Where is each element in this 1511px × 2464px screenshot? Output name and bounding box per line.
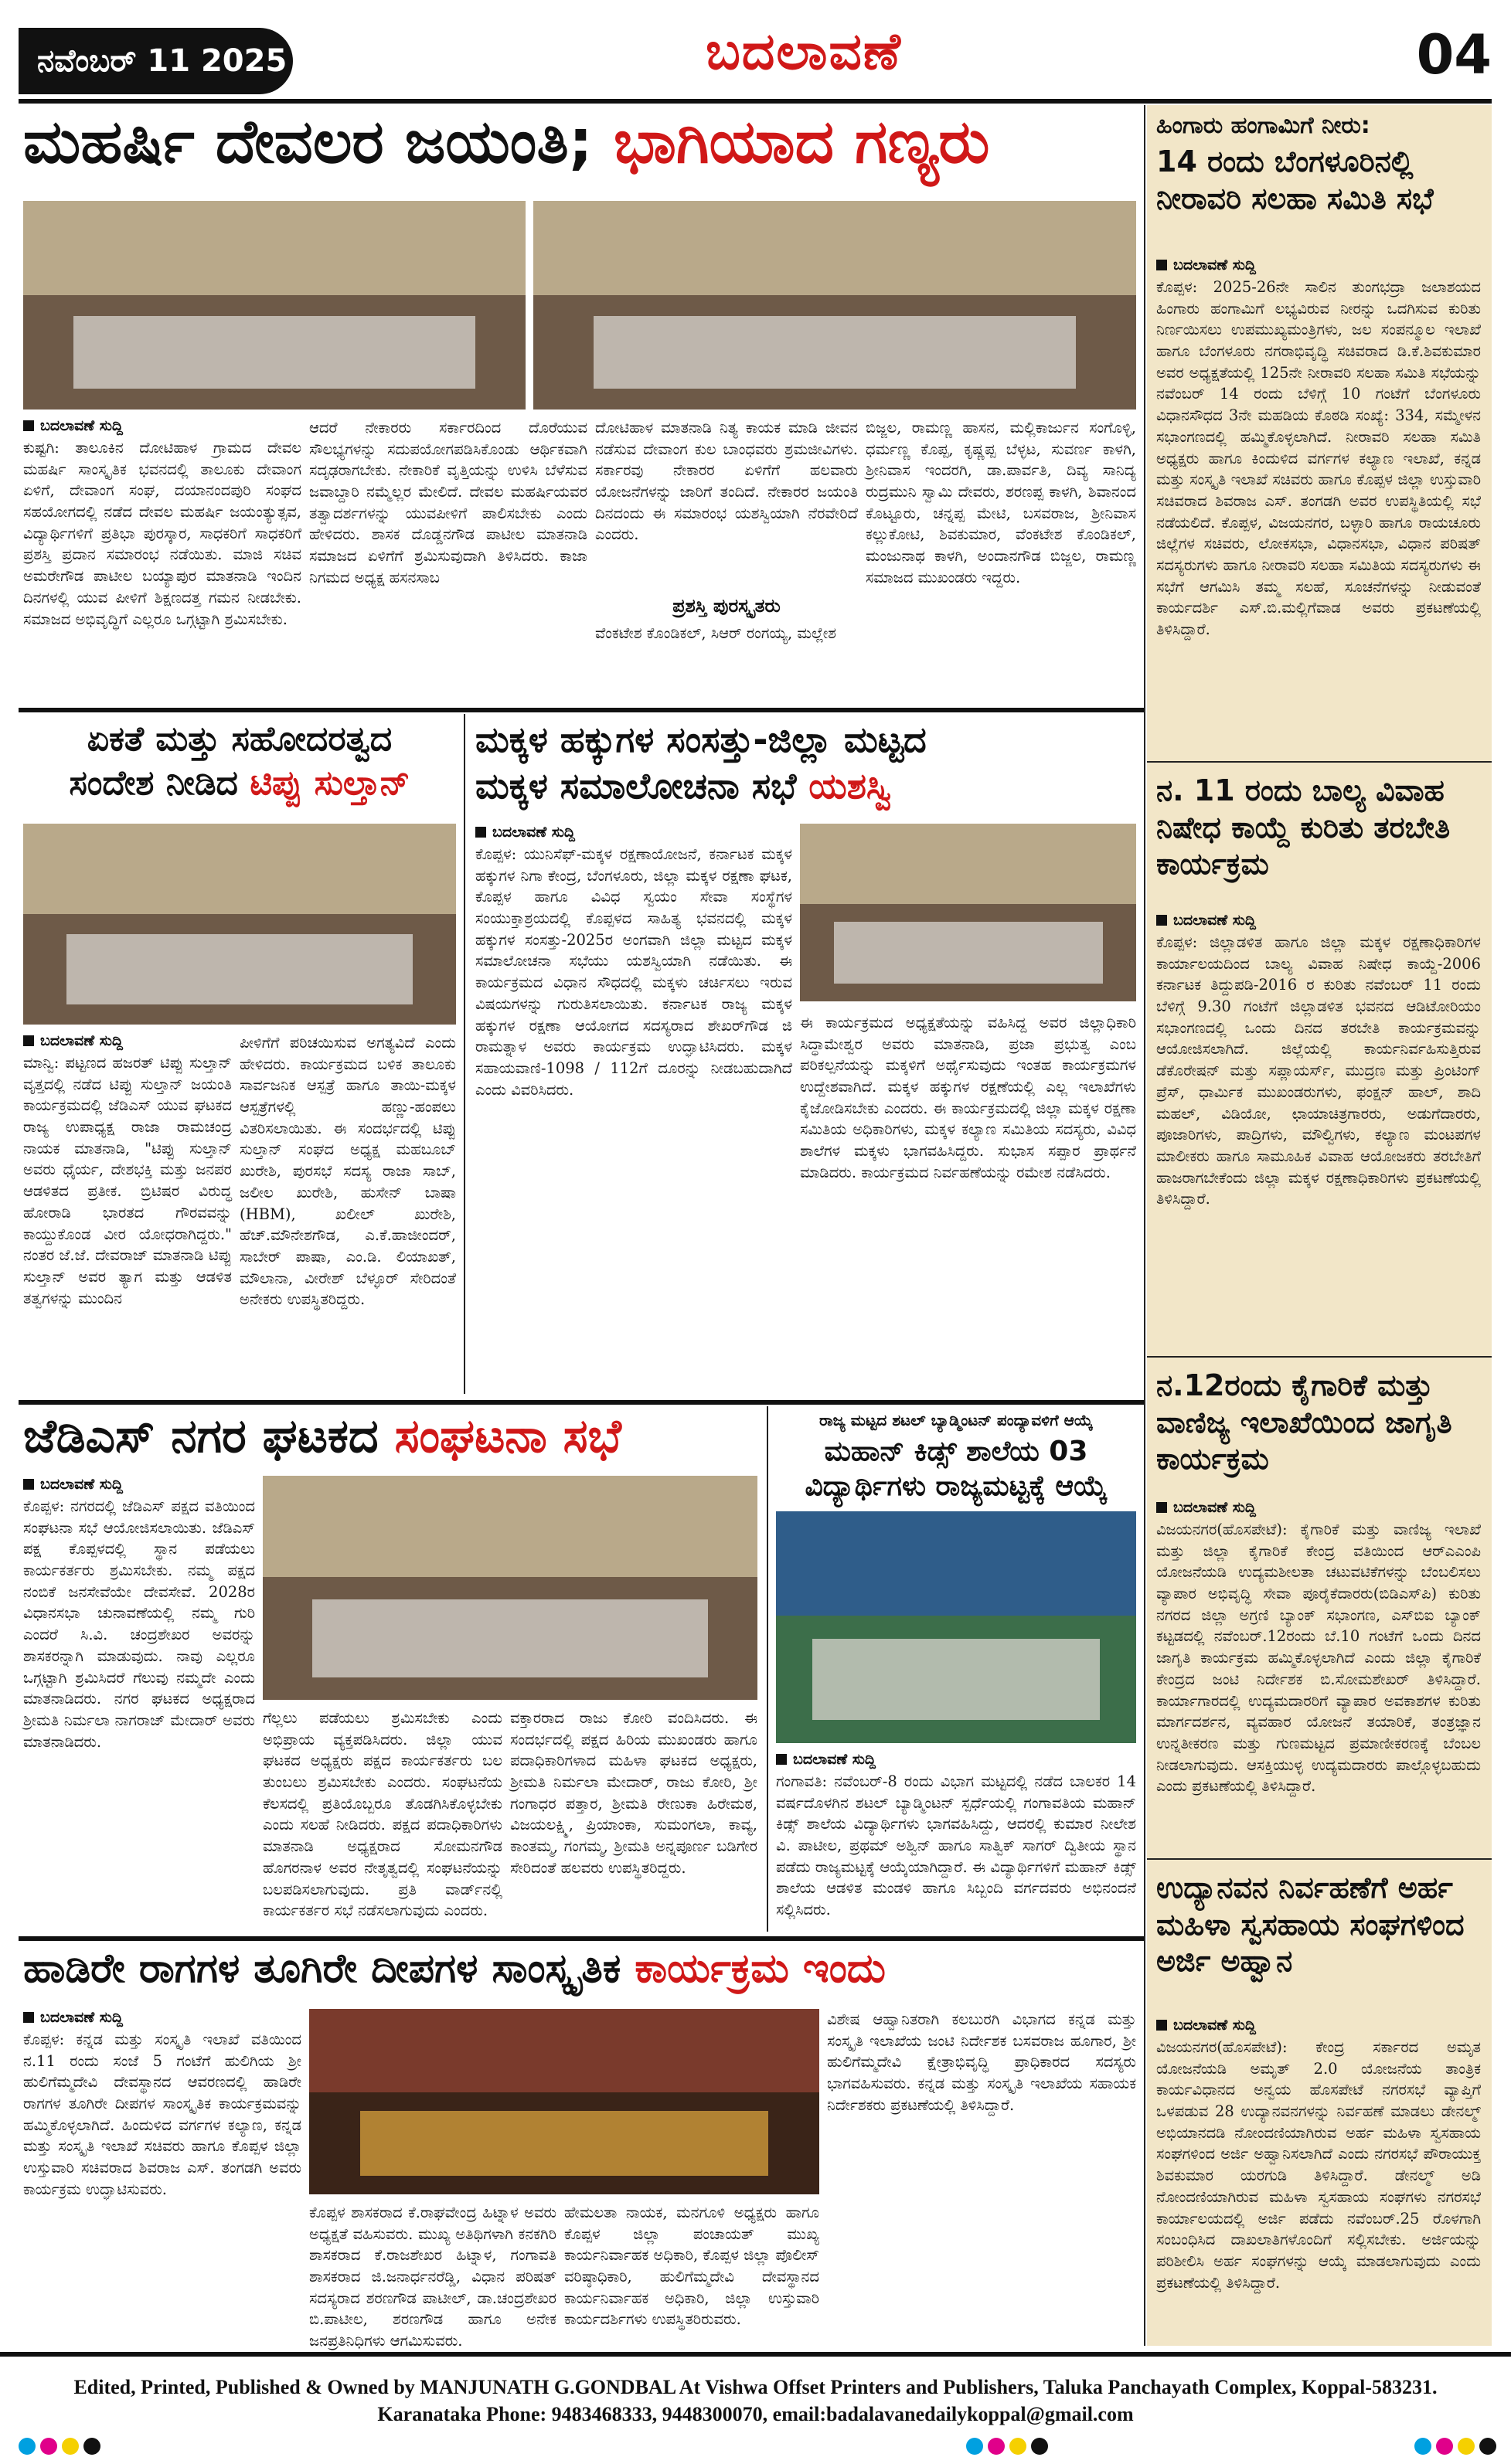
sports-byline: ಬದಲಾವಣೆ ಸುದ್ದಿ <box>776 1751 876 1768</box>
column-divider <box>464 714 465 1394</box>
story1-photo-left <box>23 201 526 410</box>
sidebar1-byline: ಬದಲಾವಣೆ ಸುದ್ದಿ <box>1156 257 1256 274</box>
story5-photo <box>309 2009 819 2194</box>
byline-square-icon <box>23 1035 34 1046</box>
byline-square-icon <box>1156 2020 1167 2031</box>
sidebar2-rule <box>1147 1356 1492 1358</box>
story5-column-1: ಕೊಪ್ಪಳ: ಕನ್ನಡ ಮತ್ತು ಸಂಸ್ಕೃತಿ ಇಲಾಖೆ ವತಿಯಿಂದ ನ.11 ರಂದು ಸಂಜೆ 5 ಗಂಟೆಗೆ ಹುಲಿಗಿಯ ಶ್ರೀ ಹುಲಿಗೆಮ್ಮದೇವಿ ದೇವಸ್ಥಾನದ ಆವರಣದಲ್ಲಿ ಹಾಡಿರೇ ರಾಗಗಳ ತೂಗಿರೇ ದೀಪಗಳ ಸಾಂಸ್ಕೃತಿಕ ಕಾರ್ಯಕ್ರಮವನ್ನು ಹಮ್ಮಿಕೊಳ್ಳಲಾಗಿದೆ. ಹಿಂದುಳಿದ ವರ್ಗಗಳ ಕಲ್ಯಾಣ, ಕನ್ನಡ ಮತ್ತು ಸಂಸ್ಕೃತಿ ಇಲಾಖೆ ಸಚಿವರು ಹಾಗೂ ಕೊಪ್ಪಳ ಜಿಲ್ಲಾ ಉಸ್ತುವಾರಿ ಸಚಿವರಾದ ಶಿವರಾಜ ಎಸ್. ತಂಗಡಗಿ ಅವರು ಕಾರ್ಯಕ್ರಮ ಉದ್ಘಾಟಿಸುವರು. <box>23 2031 301 2198</box>
column-divider <box>767 1406 768 1932</box>
registration-dots-right <box>1414 2438 1496 2455</box>
footer-rule <box>0 2352 1511 2357</box>
story1-column-2: ಆದರೆ ನೇಕಾರರು ಸರ್ಕಾರದಿಂದ ದೊರೆಯುವ ಸೌಲಭ್ಯಗಳನ್ನು ಸದುಪಯೋಗಪಡಿಸಿಕೊಂಡು ಆರ್ಥಿಕವಾಗಿ ಸದೃಢರಾಗಬೇಕು. ನೇಕಾರಿಕೆ ವೃತ್ತಿಯನ್ನು ಉಳಿಸಿ ಬೆಳೆಸುವ ಜವಾಬ್ದಾರಿ ನಮ್ಮೆಲ್ಲರ ಮೇಲಿದೆ. ದೇವಲ ಮಹರ್ಷಿಯವರ ತತ್ವಾದರ್ಶಗಳನ್ನು ಯುವಪೀಳಿಗೆ ಪಾಲಿಸಬೇಕು ಎಂದು ಹೇಳಿದರು. ಶಾಸಕ ದೊಡ್ಡನಗೌಡ ಪಾಟೀಲ ಮಾತನಾಡಿ ಸಮಾಜದ ಏಳಿಗೆಗೆ ಶ್ರಮಿಸುವುದಾಗಿ ತಿಳಿಸಿದರು. ಕಾಜಾ ನಿಗಮದ ಅಧ್ಯಕ್ಷ ಹಸನಸಾಬ <box>309 419 587 586</box>
byline-square-icon <box>23 1479 34 1490</box>
story1-headline-part2: ಭಾಗಿಯಾದ ಗಣ್ಯರು <box>614 107 990 177</box>
byline-square-icon <box>1156 915 1167 926</box>
story1-headline-part1: ಮಹರ್ಷಿ ದೇವಲರ ಜಯಂತಿ; <box>23 107 593 177</box>
sidebar4-body: ವಿಜಯನಗರ(ಹೊಸಪೇಟೆ): ಕೇಂದ್ರ ಸರ್ಕಾರದ ಅಮೃತ ಯೋಜನೆಯಡಿ ಅಮೃತ್ 2.0 ಯೋಜನೆಯ ತಾಂತ್ರಿಕ ಕಾರ್ಯವಿಧಾನದ ಅನ್ವಯ ಹೊಸಪೇಟೆ ನಗರಸಭೆ ವ್ಯಾಪ್ತಿಗೆ ಒಳಪಡುವ 28 ಉದ್ಯಾನವನಗಳನ್ನು ನಿರ್ವಹಣೆ ಮಾಡಲು ಡೇನಲ್ಮ್ ಅಭಿಯಾನದಡಿ ನೋಂದಣಿಯಾಗಿರುವ ಅರ್ಹ ಮಹಿಳಾ ಸ್ವಸಹಾಯ ಸಂಘಗಳಿಂದ ಅರ್ಜಿ ಅಹ್ವಾನಿಸಲಾಗಿದೆ ಎಂದು ನಗರಸಭೆ ಪೌರಾಯುಕ್ತ ಶಿವಕುಮಾರ ಯರಗುಡಿ ತಿಳಿಸಿದ್ದಾರೆ. ಡೇನಲ್ಮ್ ಅಡಿ ನೋಂದಣಿಯಾಗಿರುವ ಮಹಿಳಾ ಸ್ವಸಹಾಯ ಸಂಘಗಳು ನಗರಸಭೆ ಕಾರ್ಯಾಲಯದಲ್ಲಿ ಅರ್ಜಿ ಪಡೆದು ನವೆಂಬರ್.25 ರೊಳಗಾಗಿ ಸಂಬಂಧಿಸಿದ ದಾಖಲಾತಿಗಳೊಂದಿಗೆ ಸಲ್ಲಿಸಬೇಕು. ಅರ್ಜಿಯನ್ನು ಪರಿಶೀಲಿಸಿ ಅರ್ಹ ಸಂಘಗಳನ್ನು ಆಯ್ಕೆ ಮಾಡಲಾಗುವುದು ಎಂದು ಪ್ರಕಟಣೆಯಲ್ಲಿ ತಿಳಿಸಿದ್ದಾರೆ. <box>1156 2038 1481 2292</box>
story1-column-1: ಕುಷ್ಟಗಿ: ತಾಲೂಕಿನ ದೋಟಿಹಾಳ ಗ್ರಾಮದ ದೇವಲ ಮಹರ್ಷಿ ಸಾಂಸ್ಕೃತಿಕ ಭವನದಲ್ಲಿ ತಾಲೂಕು ದೇವಾಂಗ ಏಳಿಗೆ, ದೇವಾಂಗ ಸಂಘ, ದಯಾನಂದಪುರಿ ಸಂಘದ ಸಹಯೋಗದಲ್ಲಿ ನಡೆದ ದೇವಲ ಮಹರ್ಷಿ ಜಯಂತ್ಯುತ್ಸವ, ವಿದ್ಯಾರ್ಥಿಗಳಿಗೆ ಪ್ರತಿಭಾ ಪುರಸ್ಕಾರ, ಸಾಧಕರಿಗೆ ಸಾಧಕರಿಗೆ ಪ್ರಶಸ್ತಿ ಪ್ರದಾನ ಸಮಾರಂಭ ನಡೆಯಿತು. ಮಾಜಿ ಸಚಿವ ಅಮರೇಗೌಡ ಪಾಟೀಲ ಬಯ್ಯಾಪುರ ಮಾತನಾಡಿ ಇಂದಿನ ದಿನಗಳಲ್ಲಿ ಯುವ ಪೀಳಿಗೆ ಶಿಕ್ಷಣದತ್ತ ಗಮನ ನೀಡಬೇಕು. ಸಮಾಜದ ಅಭಿವೃದ್ಧಿಗೆ ಎಲ್ಲರೂ ಒಗ್ಗಟ್ಟಾಗಿ ಶ್ರಮಿಸಬೇಕು. <box>23 439 301 628</box>
story3-headline: ಮಕ್ಕಳ ಹಕ್ಕುಗಳ ಸಂಸತ್ತು-ಜಿಲ್ಲಾ ಮಟ್ಟದ ಮಕ್ಕಳ ಸಮಾಲೋಚನಾ ಸಭೆ ಯಶಸ್ವಿ <box>475 719 927 807</box>
byline-square-icon <box>475 827 486 838</box>
story1-column-3-tail: ವೆಂಕಟೇಶ ಕೊಂಡಿಕಲ್, ಸಿಆರ್ ರಂಗಯ್ಯ, ಮಲ್ಲೇಶ <box>595 624 836 642</box>
sidebar3-body: ವಿಜಯನಗರ(ಹೊಸಪೇಟೆ): ಕೈಗಾರಿಕೆ ಮತ್ತು ವಾಣಿಜ್ಯ ಇಲಾಖೆ ಮತ್ತು ಜಿಲ್ಲಾ ಕೈಗಾರಿಕೆ ಕೇಂದ್ರ ವತಿಯಿಂದ ಆರ್‌ಎಎಂಪಿ ಯೋಜನೆಯಡಿ ಉದ್ಯಮಶೀಲತಾ ಚಟುವಟಿಕೆಗಳನ್ನು ಬೆಂಬಲಿಸಲು ವ್ಯಾಪಾರ ಅಭಿವೃದ್ಧಿ ಸೇವಾ ಪೂರೈಕೆದಾರರು(ಬಿಡಿಎಸ್‌ಪಿ) ಕುರಿತು ನಗರದ ಜಿಲ್ಲಾ ಅಗ್ರಣಿ ಬ್ಯಾಂಕ್ ಸಭಾಂಗಣ, ಎಸ್‌ಬಿಐ ಬ್ಯಾಂಕ್ ಕಟ್ಟಡದಲ್ಲಿ ನವೆಂಬರ್.12ರಂದು ಬೆ.10 ಗಂಟೆಗೆ ಒಂದು ದಿನದ ಜಾಗೃತಿ ಕಾರ್ಯಕ್ರಮ ಹಮ್ಮಿಕೊಳ್ಳಲಾಗಿದೆ ಎಂದು ಜಿಲ್ಲಾ ಕೈಗಾರಿಕೆ ಕೇಂದ್ರದ ಜಂಟಿ ನಿರ್ದೇಶಕ ಬಿ.ಸೋಮಶೇಖರ್ ತಿಳಿಸಿದ್ದಾರೆ. ಕಾರ್ಯಾಗಾರದಲ್ಲಿ ಉದ್ಯಮದಾರರಿಗೆ ವ್ಯಾಪಾರ ಅವಕಾಶಗಳ ಕುರಿತು ಮಾರ್ಗದರ್ಶನ, ವ್ಯವಹಾರ ಯೋಜನೆ ತಯಾರಿಕೆ, ತಂತ್ರಜ್ಞಾನ ಉನ್ನತೀಕರಣ ಮತ್ತು ಗುಣಮಟ್ಟದ ಪ್ರಮಾಣೀಕರಣಕ್ಕೆ ಬೆಂಬಲ ನೀಡಲಾಗುವುದು. ಆಸಕ್ತಿಯುಳ್ಳ ಉದ್ಯಮದಾರರು ಪಾಲ್ಗೊಳ್ಳಬಹುದು ಎಂದು ಪ್ರಕಟಣೆಯಲ್ಲಿ ತಿಳಿಸಿದ್ದಾರೆ. <box>1156 1521 1481 1796</box>
story5-byline: ಬದಲಾವಣೆ ಸುದ್ದಿ <box>23 2009 123 2026</box>
section-rule-3 <box>19 1936 1144 1941</box>
sidebar3-byline: ಬದಲಾವಣೆ ಸುದ್ದಿ <box>1156 1499 1256 1516</box>
section-rule-2 <box>19 1400 1144 1405</box>
story4-column-2: ಗೆಲ್ಲಲು ಪಡೆಯಲು ಶ್ರಮಿಸಬೇಕು ಎಂದು ಅಭಿಪ್ರಾಯ ವ್ಯಕ್ತಪಡಿಸಿದರು. ಜಿಲ್ಲಾ ಯುವ ಘಟಕದ ಅಧ್ಯಕ್ಷರು ಪಕ್ಷದ ಕಾರ್ಯಕರ್ತರು ಬಲ ತುಂಬಲು ಶ್ರಮಿಸಬೇಕು ಎಂದರು. ಸಂಘಟನೆಯ ಕೆಲಸದಲ್ಲಿ ಪ್ರತಿಯೊಬ್ಬರೂ ತೊಡಗಿಸಿಕೊಳ್ಳಬೇಕು ಎಂದು ಸಲಹೆ ನೀಡಿದರು. ಪಕ್ಷದ ಪದಾಧಿಕಾರಿಗಳು ಮಾತನಾಡಿ ಅಧ್ಯಕ್ಷರಾದ ಸೋಮನಗೌಡ ಹೊಗರನಾಳ ಅವರ ನೇತೃತ್ವದಲ್ಲಿ ಸಂಘಟನೆಯನ್ನು ಬಲಪಡಿಸಲಾಗುವುದು. ಪ್ರತಿ ವಾರ್ಡ್‌ನಲ್ಲಿ ಕಾರ್ಯಕರ್ತರ ಸಭೆ ನಡೆಸಲಾಗುವುದು ಎಂದರು. <box>263 1709 502 1920</box>
byline-square-icon <box>23 420 34 431</box>
byline-square-icon <box>1156 1502 1167 1513</box>
sports-body: ಗಂಗಾವತಿ: ನವೆಂಬರ್-8 ರಂದು ವಿಭಾಗ ಮಟ್ಟದಲ್ಲಿ ನಡೆದ ಬಾಲಕರ 14 ವರ್ಷದೊಳಗಿನ ಶಟಲ್ ಬ್ಯಾಡ್ಮಿಂಟನ್ ಸ್ಪರ್ಧೆಯಲ್ಲಿ ಗಂಗಾವತಿಯ ಮಹಾನ್ ಕಿಡ್ಸ್ ಶಾಲೆಯ ವಿದ್ಯಾರ್ಥಿಗಳು ಭಾಗವಹಿಸಿದ್ದು, ಆದರಲ್ಲಿ ಕುಮಾರ ನೀಲೇಶ ವಿ. ಪಾಟೀಲ, ಪ್ರಥಮ್ ಅಶ್ವಿನ್ ಹಾಗೂ ಸಾತ್ವಿಕ್ ಸಾಗರ್ ದ್ವಿತೀಯ ಸ್ಥಾನ ಪಡೆದು ರಾಜ್ಯಮಟ್ಟಕ್ಕೆ ಆಯ್ಕೆಯಾಗಿದ್ದಾರೆ. ಈ ವಿದ್ಯಾರ್ಥಿಗಳಿಗೆ ಮಹಾನ್ ಕಿಡ್ಸ್ ಶಾಲೆಯ ಆಡಳಿತ ಮಂಡಳಿ ಹಾಗೂ ಸಿಬ್ಬಂದಿ ವರ್ಗದವರು ಅಭಿನಂದನೆ ಸಲ್ಲಿಸಿದರು. <box>776 1772 1136 1919</box>
sidebar1-headline: 14 ರಂದು ಬೆಂಗಳೂರಿನಲ್ಲಿ ನೀರಾವರಿ ಸಲಹಾ ಸಮಿತಿ ಸಭೆ <box>1156 144 1434 216</box>
sidebar2-byline: ಬದಲಾವಣೆ ಸುದ್ದಿ <box>1156 912 1256 929</box>
story3-byline: ಬದಲಾವಣೆ ಸುದ್ದಿ <box>475 824 575 841</box>
story4-column-3: ವಕ್ತಾರರಾದ ರಾಜು ಕೋರಿ ವಂದಿಸಿದರು. ಈ ಸಂದರ್ಭದಲ್ಲಿ ಪಕ್ಷದ ಹಿರಿಯ ಮುಖಂಡರು ಹಾಗೂ ಪದಾಧಿಕಾರಿಗಳಾದ ಮಹಿಳಾ ಘಟಕದ ಅಧ್ಯಕ್ಷರು, ಶ್ರೀಮತಿ ನಿರ್ಮಲಾ ಮೇದಾರ್, ರಾಜು ಕೋರಿ, ಶ್ರೀ ಗಂಗಾಧರ ಪತ್ತಾರ, ಶ್ರೀಮತಿ ರೇಣುಕಾ ಹಿರೇಮಠ, ವಿಜಯಲಕ್ಷ್ಮಿ, ಪ್ರಿಯಾಂಕಾ, ಸುಮಂಗಲಾ, ಕಾವ್ಯ, ಕಾಂತಮ್ಮ, ಗಂಗಮ್ಮ, ಶ್ರೀಮತಿ ಅನ್ನಪೂರ್ಣ ಬಡಿಗೇರ ಸೇರಿದಂತೆ ಹಲವರು ಉಪಸ್ಥಿತರಿದ್ದರು. <box>510 1709 757 1877</box>
imprint-footer <box>0 2363 1511 2464</box>
story4-photo <box>263 1476 757 1700</box>
story4-column-1: ಕೊಪ್ಪಳ: ನಗರದಲ್ಲಿ ಜೆಡಿಎಸ್ ಪಕ್ಷದ ವತಿಯಿಂದ ಸಂಘಟನಾ ಸಭೆ ಆಯೋಜಿಸಲಾಯಿತು. ಜೆಡಿಎಸ್ ಪಕ್ಷ ಕೊಪ್ಪಳದಲ್ಲಿ ಸ್ಥಾನ ಪಡೆಯಲು ಕಾರ್ಯಕರ್ತರು ಶ್ರಮಿಸಬೇಕು. ನಮ್ಮ ಪಕ್ಷದ ನಂಬಿಕೆ ಜನಸೇವೆಯೇ ದೇವಸೇವೆ. 2028ರ ವಿಧಾನಸಭಾ ಚುನಾವಣೆಯಲ್ಲಿ ನಮ್ಮ ಗುರಿ ಎಂದರೆ ಸಿ.ವಿ. ಚಂದ್ರಶೇಖರ ಅವರನ್ನು ಶಾಸಕರನ್ನಾಗಿ ಮಾಡುವುದು. ನಾವು ಎಲ್ಲರೂ ಒಗ್ಗಟ್ಟಾಗಿ ಶ್ರಮಿಸಿದರೆ ಗೆಲುವು ನಮ್ಮದೇ ಎಂದು ಮಾತನಾಡಿದರು. ನಗರ ಘಟಕದ ಅಧ್ಯಕ್ಷರಾದ ಶ್ರೀಮತಿ ನಿರ್ಮಲಾ ನಾಗರಾಜ್ ಮೇದಾರ್ ಅವರು ಮಾತನಾಡಿದರು. <box>23 1497 255 1751</box>
sidebar-divider <box>1144 105 1145 2346</box>
imprint-line-2: Karanataka Phone: 9483468333, 9448300070, email:badalavanedailykoppal@gmail.com <box>377 2403 1134 2426</box>
story2-byline: ಬದಲಾವಣೆ ಸುದ್ದಿ <box>23 1032 123 1049</box>
sports-photo <box>776 1511 1136 1743</box>
sidebar4-byline: ಬದಲಾವಣೆ ಸುದ್ದಿ <box>1156 2017 1256 2034</box>
issue-date: ನವೆಂಬರ್ 11 2025 <box>19 28 293 94</box>
story2-photo <box>23 824 456 1025</box>
newspaper-logo: ಬದಲಾವಣೆ <box>706 22 902 81</box>
sidebar3-rule <box>1147 1858 1492 1860</box>
story1-column-4: ಬಿಜ್ಜಲ, ರಾಮಣ್ಣ ಹಾಸನ, ಮಲ್ಲಿಕಾರ್ಜುನ ಸಂಗೊಳ್ಳಿ, ಧರ್ಮಣ್ಣ ಕೊಪ್ಪ, ಕೃಷ್ಣಪ್ಪ ಬೆಳ್ಳಟ, ಸುವರ್ಣ ಕಾಳಗಿ, ಶ್ರೀನಿವಾಸ ಇಂದರಗಿ, ಡಾ.ಪಾರ್ವತಿ, ದಿವ್ಯ ಸಾನಿದ್ಯ ರುದ್ರಮುನಿ ಸ್ವಾಮಿ ದೇವರು, ಶರಣಪ್ಪ ಕಾಳಗಿ, ಶಿವಾನಂದ ಕೊಟ್ಟೂರು, ಚನ್ನಪ್ಪ ಮೇಟಿ, ಬಸವರಾಜ, ಶ್ರೀನಿವಾಸ ಕಲ್ಲುಕೋಟಿ, ಶಿವಕುಮಾರ, ವೆಂಕಟೇಶ ಕೊಂಡಿಕಲ್, ಮಂಜುನಾಥ ಕಾಳಗಿ, ಅಂದಾನಗೌಡ ಬಿಜ್ಜಲ, ರಾಮಣ್ಣ ಸಮಾಜದ ಮುಖಂಡರು ಇದ್ದರು. <box>866 419 1136 586</box>
story1-photo-right <box>533 201 1136 410</box>
story4-headline: ಜೆಡಿಎಸ್ ನಗರ ಘಟಕದ ಸಂಘಟನಾ ಸಭೆ <box>23 1409 621 1463</box>
sidebar1-rule <box>1147 761 1492 763</box>
byline-square-icon <box>776 1754 787 1765</box>
story5-column-2: ಕೊಪ್ಪಳ ಶಾಸಕರಾದ ಕೆ.ರಾಘವೇಂದ್ರ ಹಿಟ್ನಾಳ ಅವರು ಅಧ್ಯಕ್ಷತೆ ವಹಿಸುವರು. ಮುಖ್ಯ ಅತಿಥಿಗಳಾಗಿ ಕನಕಗಿರಿ ಶಾಸಕರಾದ ಕೆ.ರಾಜಶೇಖರ ಹಿಟ್ನಾಳ, ಗಂಗಾವತಿ ಶಾಸಕರಾದ ಜಿ.ಜನಾರ್ಧನರೆಡ್ಡಿ, ವಿಧಾನ ಪರಿಷತ್ ಸದಸ್ಯರಾದ ಶರಣಗೌಡ ಪಾಟೀಲ್, ಡಾ.ಚಂದ್ರಶೇಖರ ಬಿ.ಪಾಟೀಲ, ಶರಣಗೌಡ ಹಾಗೂ ಅನೇಕ ಜನಪ್ರತಿನಿಧಿಗಳು ಆಗಮಿಸುವರು. <box>309 2204 556 2350</box>
story3-column-2: ಈ ಕಾರ್ಯಕ್ರಮದ ಅಧ್ಯಕ್ಷತೆಯನ್ನು ವಹಿಸಿದ್ದ ಅವರ ಜಿಲ್ಲಾಧಿಕಾರಿ ಸಿದ್ಧಾಮೇಶ್ವರ ಅವರು ಮಾತನಾಡಿ, ಪ್ರಜಾ ಪ್ರಭುತ್ವ ಎಂಬ ಪರಿಕಲ್ಪನೆಯನ್ನು ಮಕ್ಕಳಿಗೆ ಅರ್ಥೈಸುವುದು ಇಂತಹ ಕಾರ್ಯಕ್ರಮಗಳ ಉದ್ದೇಶವಾಗಿದೆ. ಮಕ್ಕಳ ಹಕ್ಕುಗಳ ರಕ್ಷಣೆಯಲ್ಲಿ ಎಲ್ಲ ಇಲಾಖೆಗಳು ಕೈಜೋಡಿಸಬೇಕು ಎಂದರು. ಈ ಕಾರ್ಯಕ್ರಮದಲ್ಲಿ ಜಿಲ್ಲಾ ಮಕ್ಕಳ ರಕ್ಷಣಾ ಸಮಿತಿಯ ಅಧಿಕಾರಿಗಳು, ಮಕ್ಕಳ ಕಲ್ಯಾಣ ಸಮಿತಿಯ ಸದಸ್ಯರು, ವಿವಿಧ ಶಾಲೆಗಳ ಮಕ್ಕಳು ಭಾಗವಹಿಸಿದ್ದರು. ಸುಭಾಸ ಸಪ್ಪಾರ ಪ್ರಾರ್ಥನೆ ಮಾಡಿದರು. ಕಾರ್ಯಕ್ರಮದ ನಿರ್ವಹಣೆಯನ್ನು ರಮೇಶ ನಡೆಸಿದರು. <box>800 1014 1136 1181</box>
story5-column-4: ವಿಶೇಷ ಆಹ್ವಾನಿತರಾಗಿ ಕಲಬುರಗಿ ವಿಭಾಗದ ಕನ್ನಡ ಮತ್ತು ಸಂಸ್ಕೃತಿ ಇಲಾಖೆಯ ಜಂಟಿ ನಿರ್ದೇಶಕ ಬಸವರಾಜ ಹೂಗಾರ, ಶ್ರೀ ಹುಲಿಗೆಮ್ಮದೇವಿ ಕ್ಷೇತ್ರಾಭಿವೃದ್ಧಿ ಪ್ರಾಧಿಕಾರದ ಸದಸ್ಯರು ಭಾಗವಹಿಸುವರು. ಕನ್ನಡ ಮತ್ತು ಸಂಸ್ಕೃತಿ ಇಲಾಖೆಯ ಸಹಾಯಕ ನಿರ್ದೇಶಕರು ಪ್ರಕಟಣೆಯಲ್ಲಿ ತಿಳಿಸಿದ್ದಾರೆ. <box>827 2010 1136 2114</box>
sidebar2-headline: ನ. 11 ರಂದು ಬಾಲ್ಯ ವಿವಾಹ ನಿಷೇಧ ಕಾಯ್ದೆ ಕುರಿತು ತರಬೇತಿ ಕಾರ್ಯಕ್ರಮ <box>1156 773 1451 881</box>
story1-column-3: ದೋಟಿಹಾಳ ಮಾತನಾಡಿ ನಿತ್ಯ ಕಾಯಕ ಮಾಡಿ ಜೀವನ ನಡೆಸುವ ದೇವಾಂಗ ಕುಲ ಬಾಂಧವರು ಶ್ರಮಜೀವಿಗಳು. ಸರ್ಕಾರವು ನೇಕಾರರ ಏಳಿಗೆಗೆ ಹಲವಾರು ಯೋಜನೆಗಳನ್ನು ಜಾರಿಗೆ ತಂದಿದೆ. ನೇಕಾರರ ಜಯಂತಿ ದಿನದಂದು ಈ ಸಮಾರಂಭ ಯಶಸ್ವಿಯಾಗಿ ನೆರವೇರಿದೆ ಎಂದರು. <box>595 419 858 544</box>
story3-column-1: ಕೊಪ್ಪಳ: ಯುನಿಸೆಫ್-ಮಕ್ಕಳ ರಕ್ಷಣಾಯೋಜನೆ, ಕರ್ನಾಟಕ ಮಕ್ಕಳ ಹಕ್ಕುಗಳ ನಿಗಾ ಕೇಂದ್ರ, ಬೆಂಗಳೂರು, ಜಿಲ್ಲಾ ಮಕ್ಕಳ ರಕ್ಷಣಾ ಘಟಕ, ಕೊಪ್ಪಳ ಹಾಗೂ ವಿವಿಧ ಸ್ವಯಂ ಸೇವಾ ಸಂಸ್ಥೆಗಳ ಸಂಯುಕ್ತಾಶ್ರಯದಲ್ಲಿ ಕೊಪ್ಪಳದ ಸಾಹಿತ್ಯ ಭವನದಲ್ಲಿ ಮಕ್ಕಳ ಹಕ್ಕುಗಳ ಸಂಸತ್ತು-2025ರ ಅಂಗವಾಗಿ ಜಿಲ್ಲಾ ಮಟ್ಟದ ಮಕ್ಕಳ ಸಮಾಲೋಚನಾ ಸಭೆಯು ಯಶಸ್ವಿಯಾಗಿ ನಡೆಯಿತು. ಈ ಕಾರ್ಯಕ್ರಮದ ವಿಧಾನ ಸೌಧದಲ್ಲಿ ಮಕ್ಕಳು ಚರ್ಚಿಸಲು ಇರುವ ವಿಷಯಗಳನ್ನು ಗುರುತಿಸಲಾಯಿತು. ಕರ್ನಾಟಕ ರಾಜ್ಯ ಮಕ್ಕಳ ಹಕ್ಕುಗಳ ರಕ್ಷಣಾ ಆಯೋಗದ ಸದಸ್ಯರಾದ ಶೇಖರ್‌ಗೌಡ ಜಿ ರಾಮತ್ನಾಳ ಅವರು ಕಾರ್ಯಕ್ರಮ ಉದ್ಘಾಟಿಸಿದರು. ಮಕ್ಕಳ ಸಹಾಯವಾಣಿ-1098 / 112ಗೆ ದೂರನ್ನು ನೀಡಬಹುದಾಗಿದೆ ಎಂದು ವಿವರಿಸಿದರು. <box>475 845 792 1099</box>
registration-dots-left <box>19 2438 100 2455</box>
byline-square-icon <box>1156 260 1167 270</box>
sidebar1-kicker: ಹಿಂಗಾರು ಹಂಗಾಮಿಗೆ ನೀರು: <box>1156 112 1370 139</box>
section-rule-1 <box>19 708 1144 712</box>
awards-subheading: ಪ್ರಶಸ್ತಿ ಪುರಸ್ಕೃತರು <box>672 595 781 617</box>
sidebar2-body: ಕೊಪ್ಪಳ: ಜಿಲ್ಲಾಡಳಿತ ಹಾಗೂ ಜಿಲ್ಲಾ ಮಕ್ಕಳ ರಕ್ಷಣಾಧಿಕಾರಿಗಳ ಕಾರ್ಯಾಲಯದಿಂದ ಬಾಲ್ಯ ವಿವಾಹ ನಿಷೇಧ ಕಾಯ್ದೆ-2006 ಕರ್ನಾಟಕ ತಿದ್ದುಪಡಿ-2016 ರ ಕುರಿತು ನವೆಂಬರ್ 11 ರಂದು ಬೆಳಿಗ್ಗೆ 9.30 ಗಂಟೆಗೆ ಜಿಲ್ಲಾಡಳಿತ ಭವನದ ಆಡಿಟೋರಿಯಂ ಸಭಾಂಗಣದಲ್ಲಿ ಒಂದು ದಿನದ ತರಬೇತಿ ಕಾರ್ಯಕ್ರಮವನ್ನು ಆಯೋಜಿಸಲಾಗಿದೆ. ಜಿಲ್ಲೆಯಲ್ಲಿ ಕಾರ್ಯನಿರ್ವಹಿಸುತ್ತಿರುವ ಡೆಕೊರೇಷನ್ ಮತ್ತು ಸಪ್ಲಾಯರ್ಸ್, ಮುದ್ರಣ ಮತ್ತು ಪ್ರಿಂಟಿಂಗ್ ಪ್ರೆಸ್, ಧಾರ್ಮಿಕ ಮುಖಂಡರುಗಳು, ಫಂಕ್ಷನ್ ಹಾಲ್, ಶಾದಿ ಮಹಲ್, ವಿಡಿಯೋ, ಛಾಯಾಚಿತ್ರಗಾರರು, ಅಡುಗೆದಾರರು, ಪೂಜಾರಿಗಳು, ಪಾದ್ರಿಗಳು, ಮೌಲ್ವಿಗಳು, ಕಲ್ಯಾಣ ಮಂಟಪಗಳ ಮಾಲೀಕರು ಹಾಗೂ ಸಾಮೂಹಿಕ ವಿವಾಹ ಆಯೋಜಕರು ತರಬೇತಿಗೆ ಹಾಜರಾಗಬೇಕೆಂದು ಜಿಲ್ಲಾ ಮಕ್ಕಳ ರಕ್ಷಣಾಧಿಕಾರಿಗಳು ಪ್ರಕಟಣೆಯಲ್ಲಿ ತಿಳಿಸಿದ್ದಾರೆ. <box>1156 933 1481 1208</box>
sidebar4-headline: ಉದ್ಯಾನವನ ನಿರ್ವಹಣೆಗೆ ಅರ್ಹ ಮಹಿಳಾ ಸ್ವಸಹಾಯ ಸಂಘಗಳಿಂದ ಅರ್ಜಿ ಅಹ್ವಾನ <box>1156 1871 1465 1978</box>
sidebar3-headline: ನ.12ರಂದು ಕೈಗಾರಿಕೆ ಮತ್ತು ವಾಣಿಜ್ಯ ಇಲಾಖೆಯಿಂದ ಜಾಗೃತಿ ಕಾರ್ಯಕ್ರಮ <box>1156 1368 1452 1476</box>
story1-headline <box>23 107 1136 195</box>
story2-headline: ಏಕತೆ ಮತ್ತು ಸಹೋದರತ್ವದ ಸಂದೇಶ ನೀಡಿದ ಟಿಪ್ಪು ಸುಲ್ತಾನ್ <box>69 719 410 804</box>
story5-column-3: ಹೇಮಲತಾ ನಾಯಕ, ಮನಗೂಳಿ ಅಧ್ಯಕ್ಷರು ಹಾಗೂ ಕೊಪ್ಪಳ ಜಿಲ್ಲಾ ಪಂಚಾಯತ್ ಮುಖ್ಯ ಕಾರ್ಯನಿರ್ವಾಹಕ ಅಧಿಕಾರಿ, ಕೊಪ್ಪಳ ಜಿಲ್ಲಾ ಪೊಲೀಸ್ ವರಿಷ್ಠಾಧಿಕಾರಿ, ಹುಲಿಗೆಮ್ಮದೇವಿ ದೇವಸ್ಥಾನದ ಕಾರ್ಯನಿರ್ವಾಹಕ ಅಧಿಕಾರಿ, ಜಿಲ್ಲಾ ಉಸ್ತುವಾರಿ ಕಾರ್ಯದರ್ಶಿಗಳು ಉಪಸ್ಥಿತರಿರುವರು. <box>564 2204 819 2329</box>
story1-byline: ಬದಲಾವಣೆ ಸುದ್ದಿ <box>23 417 123 434</box>
story3-photo <box>800 824 1136 1001</box>
sidebar1-body: ಕೊಪ್ಪಳ: 2025-26ನೇ ಸಾಲಿನ ತುಂಗಭದ್ರಾ ಜಲಾಶಯದ ಹಿಂಗಾರು ಹಂಗಾಮಿಗೆ ಲಭ್ಯವಿರುವ ನೀರನ್ನು ಒದಗಿಸುವ ಕುರಿತು ನಿರ್ಣಯಿಸಲು ಉಪಮುಖ್ಯಮಂತ್ರಿಗಳು, ಜಲ ಸಂಪನ್ಮೂಲ ಇಲಾಖೆ ಹಾಗೂ ಬೆಂಗಳೂರು ನಗರಾಭಿವೃದ್ಧಿ ಸಚಿವರಾದ ಡಿ.ಕೆ.ಶಿವಕುಮಾರ ಅವರ ಅಧ್ಯಕ್ಷತೆಯಲ್ಲಿ 125ನೇ ನೀರಾವರಿ ಸಲಹಾ ಸಮಿತಿ ಸಭೆಯನ್ನು ನವೆಂಬರ್ 14 ರಂದು ಬೆಳಿಗ್ಗೆ 10 ಗಂಟೆಗೆ ಬೆಂಗಳೂರು ವಿಧಾನಸೌಧದ 3ನೇ ಮಹಡಿಯ ಕೊಠಡಿ ಸಂಖ್ಯೆ: 334, ಸಮ್ಮೇಳನ ಸಭಾಂಗಣದಲ್ಲಿ ಹಮ್ಮಿಕೊಳ್ಳಲಾಗಿದೆ. ನೀರಾವರಿ ಸಲಹಾ ಸಮಿತಿ ಅಧ್ಯಕ್ಷರು ಹಾಗೂ ಕಿಂದುಳಿದ ವರ್ಗಗಳ ಕಲ್ಯಾಣ ಇಲಾಖೆ, ಕನ್ನಡ ಮತ್ತು ಸಂಸ್ಕೃತಿ ಇಲಾಖೆ ಸಚಿವರು ಹಾಗೂ ಕೊಪ್ಪಳ ಜಿಲ್ಲಾ ಉಸ್ತುವಾರಿ ಸಚಿವರಾದ ಶಿವರಾಜ ಎಸ್. ತಂಗಡಗಿ ಅವರ ಉಪಸ್ಥಿತಿಯಲ್ಲಿ ಸಭೆ ನಡೆಯಲಿದೆ. ಕೊಪ್ಪಳ, ವಿಜಯನಗರ, ಬಳ್ಳಾರಿ ಹಾಗೂ ರಾಯಚೂರು ಜಿಲ್ಲೆಗಳ ಸಚಿವರು, ಲೋಕಸಭಾ, ವಿಧಾನಸಭಾ, ವಿಧಾನ ಪರಿಷತ್ ಸದಸ್ಯರುಗಳು ಹಾಗೂ ನೀರಾವರಿ ಸಲಹಾ ಸಮಿತಿಯ ಸದಸ್ಯರುಗಳು ಈ ಸಭೆಗೆ ಆಗಮಿಸಿ ತಮ್ಮ ಸಲಹೆ, ಸೂಚನೆಗಳನ್ನು ನೀಡುವಂತೆ ಕಾರ್ಯದರ್ಶಿ ಎಸ್.ಬಿ.ಮಲ್ಲಿಗೆವಾಡ ಅವರು ಪ್ರಕಟಣೆಯಲ್ಲಿ ತಿಳಿಸಿದ್ದಾರೆ. <box>1156 278 1481 638</box>
page-number: 04 <box>1416 23 1492 87</box>
sports-kicker: ರಾಜ್ಯ ಮಟ್ಟದ ಶಟಲ್ ಬ್ಯಾಡ್ಮಿಂಟನ್ ಪಂದ್ಯಾವಳಿಗೆ ಆಯ್ಕೆ <box>819 1411 1093 1429</box>
registration-dots-center <box>966 2438 1048 2455</box>
byline-square-icon <box>23 2012 34 2023</box>
imprint-line-1: Edited, Printed, Published & Owned by MANJUNATH G.GONDBAL At Vishwa Offset Printers and Publishers, Taluka Panchayath Complex, Koppal-583231. <box>73 2376 1438 2398</box>
sports-headline: ಮಹಾನ್ ಕಿಡ್ಸ್ ಶಾಲೆಯ 03 ವಿದ್ಯಾರ್ಥಿಗಳು ರಾಜ್ಯಮಟ್ಟಕ್ಕೆ ಆಯ್ಕೆ <box>805 1436 1108 1502</box>
story4-byline: ಬದಲಾವಣೆ ಸುದ್ದಿ <box>23 1476 123 1493</box>
story5-headline: ಹಾಡಿರೇ ರಾಗಗಳ ತೂಗಿರೇ ದೀಪಗಳ ಸಾಂಸ್ಕೃತಿಕ ಕಾರ್ಯಕ್ರಮ ಇಂದು <box>23 1946 886 1992</box>
story2-column-2: ಪೀಳಿಗೆಗೆ ಪರಿಚಯಿಸುವ ಅಗತ್ಯವಿದೆ ಎಂದು ಹೇಳಿದರು. ಕಾರ್ಯಕ್ರಮದ ಬಳಿಕ ತಾಲೂಕು ಸಾರ್ವಜನಿಕ ಆಸ್ಪತ್ರೆ ಹಾಗೂ ತಾಯಿ-ಮಕ್ಕಳ ಆಸ್ಪತ್ರೆಗಳಲ್ಲಿ ಹಣ್ಣು-ಹಂಪಲು ವಿತರಿಸಲಾಯಿತು. ಈ ಸಂದರ್ಭದಲ್ಲಿ ಟಿಪ್ಪು ಸುಲ್ತಾನ್ ಸಂಘದ ಅಧ್ಯಕ್ಷ ಮಹಬೂಬ್ ಖುರೇಶಿ, ಪುರಸಭೆ ಸದಸ್ಯ ರಾಜಾ ಸಾಬ್, ಜಲೀಲ ಖುರೇಶಿ, ಹುಸೇನ್ ಬಾಷಾ (HBM), ಖಲೀಲ್ ಖುರೇಶಿ, ಹೆಚ್.ಮೌನೇಶಗೌಡ, ಎ.ಕೆ.ಹಾಜೀಂದರ್, ಸಾಬೇರ್ ಪಾಷಾ, ಎಂ.ಡಿ. ಲಿಯಾಖತ್, ಮೌಲಾನಾ, ವೀರೇಶ್ ಬೆಳ್ಳೂರ್ ಸೇರಿದಂತೆ ಅನೇಕರು ಉಪಸ್ಥಿತರಿದ್ದರು. <box>240 1034 456 1309</box>
story2-column-1: ಮಾನ್ವಿ: ಪಟ್ಟಣದ ಹಜರತ್ ಟಿಪ್ಪು ಸುಲ್ತಾನ್ ವೃತ್ತದಲ್ಲಿ ನಡೆದ ಟಿಪ್ಪು ಸುಲ್ತಾನ್ ಜಯಂತಿ ಕಾರ್ಯಕ್ರಮದಲ್ಲಿ ಜೆಡಿಎಸ್ ಯುವ ಘಟಕದ ರಾಜ್ಯ ಉಪಾಧ್ಯಕ್ಷ ರಾಜಾ ರಾಮಚಂದ್ರ ನಾಯಕ ಮಾತನಾಡಿ, "ಟಿಪ್ಪು ಸುಲ್ತಾನ್ ಅವರು ಧೈರ್ಯ, ದೇಶಭಕ್ತಿ ಮತ್ತು ಜನಪರ ಆಡಳಿತದ ಪ್ರತೀಕ. ಬ್ರಿಟಿಷರ ವಿರುದ್ಧ ಹೋರಾಡಿ ಭಾರತದ ಗೌರವವನ್ನು ಕಾಯ್ದುಕೊಂಡ ವೀರ ಯೋಧರಾಗಿದ್ದರು." ನಂತರ ಜೆ.ಜೆ. ದೇವರಾಜ್ ಮಾತನಾಡಿ ಟಿಪ್ಪು ಸುಲ್ತಾನ್ ಅವರ ತ್ಯಾಗ ಮತ್ತು ಆಡಳಿತ ತತ್ವಗಳನ್ನು ಮುಂದಿನ <box>23 1054 232 1307</box>
masthead-rule <box>19 99 1492 104</box>
